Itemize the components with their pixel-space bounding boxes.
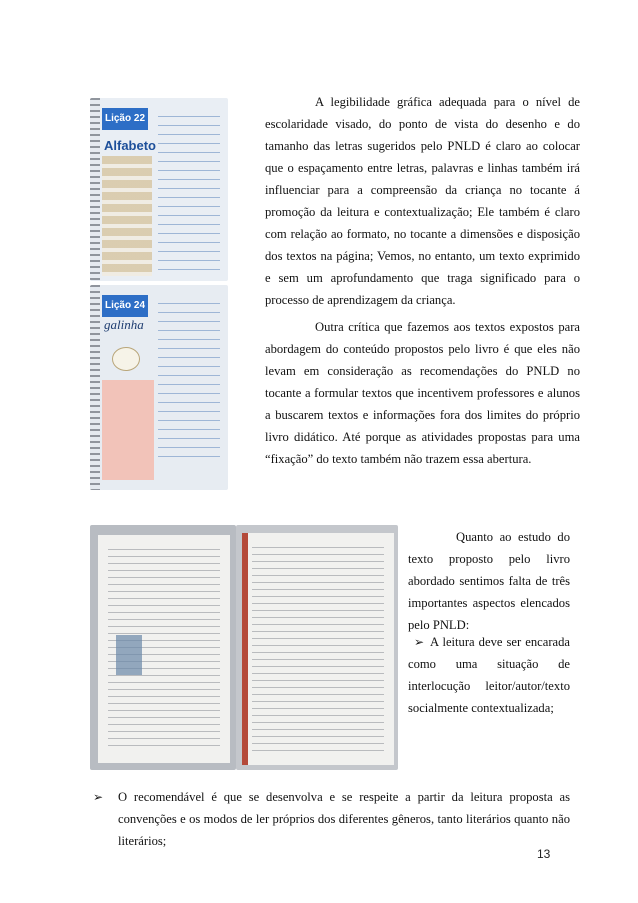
- textbook-photo-activity: [90, 525, 236, 770]
- writing-lines: [158, 116, 220, 276]
- hen-illustration: [112, 347, 140, 371]
- book-page: [242, 533, 394, 765]
- lesson-label: Lição 24: [102, 295, 148, 317]
- book-page: [98, 535, 230, 763]
- page-text-lines: [252, 547, 384, 751]
- lesson-label: Lição 22: [102, 108, 148, 130]
- lesson-title: Alfabeto: [104, 138, 156, 153]
- syllable-box: [102, 380, 154, 480]
- lesson-title: galinha: [104, 317, 144, 332]
- page-number: 13: [537, 847, 551, 861]
- page-illustration: [116, 635, 142, 675]
- paragraph-critique: Outra crítica que fazemos aos textos expostos para abordagem do conteúdo propostos pelo livro é que eles não levam em consideração as recomendações do PNLD no tocante a formular textos que incentivem professores e alunos a buscarem textos e informações fora dos limites do próprio livro didático. Até porque as atividades propostas para uma “fixação” do texto também não trazem essa abertura.: [265, 320, 580, 466]
- bullet-item: O recomendável é que se desenvolva e se respeite a partir da leitura proposta as convenções e os modos de ler próprios dos diferentes gêneros, tanto literários quanto não literários;: [118, 790, 570, 848]
- page-edge-bar: [242, 533, 248, 765]
- spiral-binding: [90, 285, 100, 490]
- textbook-photo-alfabeto: [90, 98, 228, 281]
- paragraph-legibility: A legibilidade gráfica adequada para o nível de escolaridade visado, do ponto de vista do desenho e do tamanho das letras sugeridos pelo PNLD é claro ao colocar que o espaçamento entre letras, palavras e linhas também irá influenciar para a compreensão da criança no tocante á promoção da leitura e contextualização; Ele também é claro com relação ao formato, no tocante a dimensões e disposição dos textos na página; Vemos, no entanto, um texto exprimido e sem um aprofundamento que traga significado para o processo de aprendizagem da criança.: [265, 95, 580, 307]
- paragraph-text-study: Quanto ao estudo do texto proposto pelo livro abordado sentimos falta de três importantes aspectos elencados pelo PNLD:: [408, 530, 570, 632]
- textbook-photo-galinha: [90, 285, 228, 490]
- textbook-photo-poem: [236, 525, 398, 770]
- arrow-bullet-icon: ➢: [93, 790, 104, 804]
- spiral-binding: [90, 98, 100, 281]
- exercise-lines: [158, 303, 220, 463]
- alphabet-illustrations: [102, 156, 152, 276]
- arrow-bullet-icon: ➢: [414, 635, 425, 649]
- bullet-item: A leitura deve ser encarada como uma situação de interlocução leitor/autor/texto socialmente contextualizada;: [408, 635, 570, 715]
